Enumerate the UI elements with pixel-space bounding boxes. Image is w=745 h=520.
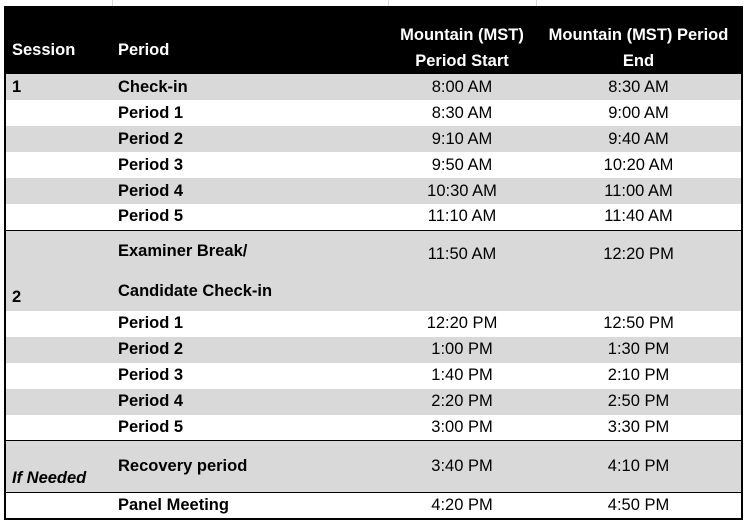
session-cell[interactable] [5, 178, 112, 204]
session-cell[interactable] [5, 311, 112, 337]
end-time-cell[interactable]: 9:00 AM [536, 100, 742, 126]
schedule-table [4, 6, 743, 520]
table-row[interactable] [5, 204, 742, 230]
start-time-cell[interactable]: 9:50 AM [388, 152, 536, 178]
session-cell[interactable] [5, 337, 112, 363]
table-row[interactable] [5, 363, 742, 389]
session-cell[interactable] [5, 363, 112, 389]
session-cell[interactable] [5, 204, 112, 230]
end-time-cell[interactable]: 4:10 PM [536, 441, 742, 493]
header-period[interactable]: Period [112, 7, 388, 74]
end-time-cell[interactable]: 12:50 PM [536, 311, 742, 337]
start-time-cell[interactable]: 3:00 PM [388, 415, 536, 441]
period-cell[interactable]: Period 1 [112, 311, 388, 337]
session-cell[interactable] [5, 415, 112, 441]
period-cell[interactable]: Period 2 [112, 337, 388, 363]
start-time-cell[interactable]: 8:30 AM [388, 100, 536, 126]
header-period-end-line1: Mountain (MST) Period [548, 26, 729, 44]
start-time-cell[interactable]: 10:30 AM [388, 178, 536, 204]
period-cell[interactable]: Period 3 [112, 363, 388, 389]
session-cell[interactable]: If Needed [5, 441, 112, 493]
period-cell-line2: Candidate Check-in [118, 281, 273, 300]
period-cell[interactable]: Period 4 [112, 389, 388, 415]
table-header [5, 7, 742, 74]
period-cell[interactable]: Period 4 [112, 178, 388, 204]
period-cell[interactable]: Period 5 [112, 204, 388, 230]
table-row[interactable] [5, 178, 742, 204]
end-time-cell[interactable]: 9:40 AM [536, 126, 742, 152]
header-period-start-line2: Period Start [415, 52, 509, 70]
session-cell[interactable] [5, 389, 112, 415]
table-row[interactable] [5, 152, 742, 178]
period-cell[interactable]: Period 5 [112, 415, 388, 441]
start-time-cell[interactable]: 11:10 AM [388, 204, 536, 230]
header-row [5, 7, 742, 74]
table-row[interactable] [5, 100, 742, 126]
start-time-cell[interactable]: 8:00 AM [388, 74, 536, 100]
table-row[interactable] [5, 311, 742, 337]
end-time-cell[interactable]: 11:00 AM [536, 178, 742, 204]
end-time-cell[interactable]: 2:10 PM [536, 363, 742, 389]
table-body [5, 74, 742, 519]
period-cell[interactable]: Period 3 [112, 152, 388, 178]
end-time-cell[interactable]: 11:40 AM [536, 204, 742, 230]
header-period-start-line1: Mountain (MST) [400, 26, 524, 44]
start-time-cell[interactable]: 11:50 AM [388, 230, 536, 311]
end-time-cell[interactable]: 4:50 PM [536, 493, 742, 519]
period-cell[interactable]: Recovery period [112, 441, 388, 493]
start-time-cell[interactable]: 3:40 PM [388, 441, 536, 493]
session-cell[interactable]: 1 [5, 74, 112, 100]
table-row[interactable] [5, 230, 742, 311]
header-session[interactable]: Session [5, 7, 112, 74]
period-cell[interactable]: Panel Meeting [112, 493, 388, 519]
end-time-cell[interactable]: 2:50 PM [536, 389, 742, 415]
table-row[interactable] [5, 126, 742, 152]
session-cell[interactable] [5, 100, 112, 126]
end-time-cell[interactable]: 3:30 PM [536, 415, 742, 441]
end-time-cell[interactable]: 10:20 AM [536, 152, 742, 178]
end-time-cell[interactable]: 8:30 AM [536, 74, 742, 100]
header-period-end-line2: End [622, 52, 655, 70]
session-cell[interactable] [5, 152, 112, 178]
end-time-cell[interactable]: 12:20 PM [536, 230, 742, 311]
start-time-cell[interactable]: 4:20 PM [388, 493, 536, 519]
period-cell[interactable] [112, 230, 388, 311]
start-time-cell[interactable]: 2:20 PM [388, 389, 536, 415]
table-row[interactable] [5, 337, 742, 363]
period-cell-line1: Examiner Break/ [118, 241, 248, 260]
session-cell[interactable] [5, 493, 112, 519]
start-time-cell[interactable]: 1:00 PM [388, 337, 536, 363]
period-cell[interactable]: Period 2 [112, 126, 388, 152]
start-time-cell[interactable]: 12:20 PM [388, 311, 536, 337]
session-cell[interactable]: 2 [5, 230, 112, 311]
period-cell[interactable]: Check-in [112, 74, 388, 100]
header-period-end[interactable] [536, 7, 742, 74]
table-row[interactable] [5, 74, 742, 100]
period-cell[interactable]: Period 1 [112, 100, 388, 126]
session-cell[interactable] [5, 126, 112, 152]
start-time-cell[interactable]: 1:40 PM [388, 363, 536, 389]
start-time-cell[interactable]: 9:10 AM [388, 126, 536, 152]
end-time-cell[interactable]: 1:30 PM [536, 337, 742, 363]
header-period-start[interactable] [388, 7, 536, 74]
table-row[interactable] [5, 441, 742, 493]
table-row[interactable] [5, 389, 742, 415]
table-row[interactable] [5, 415, 742, 441]
table-row[interactable] [5, 493, 742, 519]
